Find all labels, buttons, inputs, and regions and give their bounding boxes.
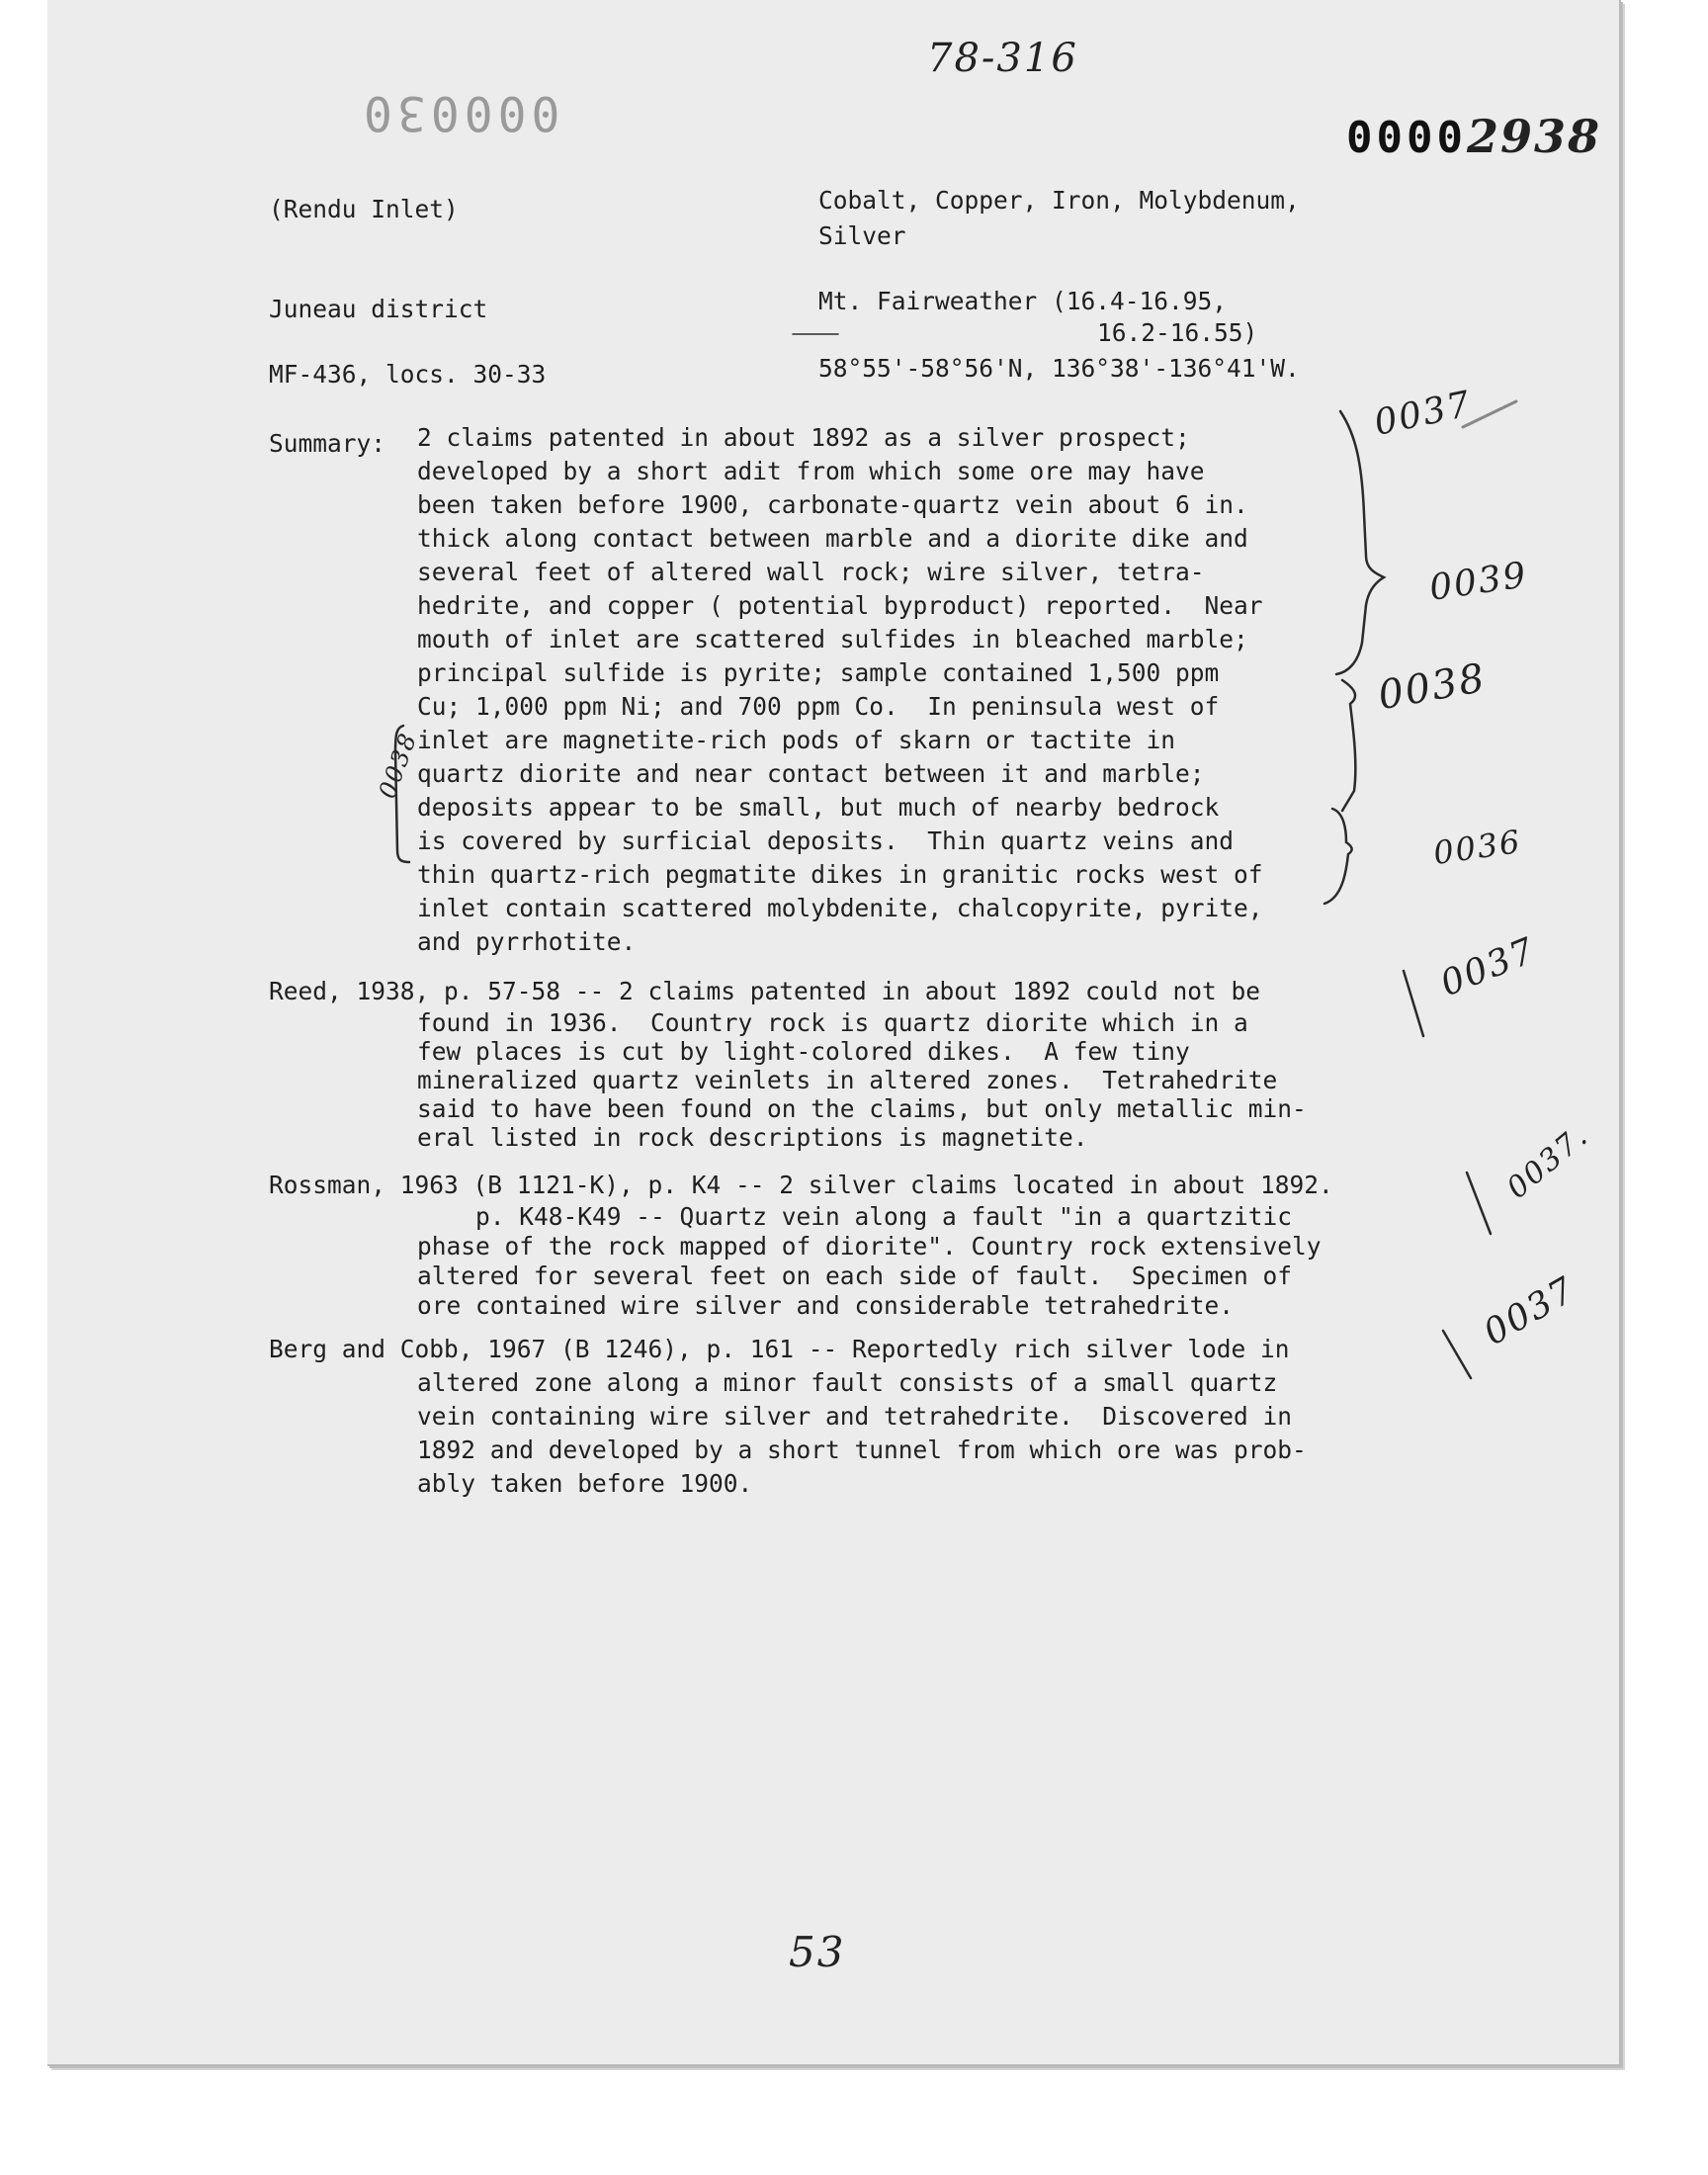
summary-line: and pyrrhotite. (417, 927, 637, 956)
summary-line: hedrite, and copper ( potential byproduct) reported. Near (417, 591, 1263, 620)
reference-heading: Rossman, 1963 (B 1121-K), p. K4 -- 2 silver claims located in about 1892. (269, 1171, 1333, 1199)
summary-line: principal sulfide is pyrite; sample contained 1,500 ppm (417, 658, 1220, 687)
reference-line: said to have been found on the claims, but only metallic min- (417, 1094, 1307, 1123)
reference-line: altered zone along a minor fault consists of a small quartz (417, 1368, 1278, 1397)
annotation-code: 0036 (1430, 822, 1524, 873)
summary-line: been taken before 1900, carbonate-quartz vein about 6 in. (417, 490, 1248, 519)
reference-heading: Berg and Cobb, 1967 (B 1246), p. 161 -- Reportedly rich silver lode in (269, 1335, 1290, 1363)
reference-line: ore contained wire silver and considerable tetrahedrite. (417, 1291, 1235, 1320)
handwritten-brackets (47, 0, 1619, 2064)
reference-line: phase of the rock mapped of diorite". Country rock extensively (417, 1232, 1322, 1261)
reference-line: eral listed in rock descriptions is magnetite. (417, 1123, 1088, 1152)
faded-stamp: 000030 (359, 85, 560, 140)
summary-line: inlet are magnetite-rich pods of skarn or tactite in (417, 726, 1176, 754)
page-number: 53 (789, 1928, 846, 1976)
annotation-code: 0037. (1499, 1118, 1595, 1206)
reference-line: few places is cut by light-colored dikes. A few tiny (417, 1037, 1190, 1066)
annotation-code: 0038 (1374, 654, 1490, 720)
reference-line: altered for several feet on each side of fault. Specimen of (417, 1262, 1293, 1290)
coordinates: 58°55'-58°56'N, 136°38'-136°41'W. (818, 354, 1300, 383)
reference-line: p. K48-K49 -- Quartz vein along a fault "in a quartzitic (417, 1202, 1293, 1231)
annotation-code: 0037 (1370, 384, 1476, 444)
stamp-id-suffix: 2938 (1466, 110, 1601, 163)
summary-line: several feet of altered wall rock; wire silver, tetra- (417, 558, 1205, 586)
summary-line: thick along contact between marble and a diorite dike and (417, 524, 1248, 553)
summary-line: Cu; 1,000 ppm Ni; and 700 ppm Co. In peninsula west of (417, 692, 1220, 721)
summary-line: quartz diorite and near contact between it and marble; (417, 759, 1205, 788)
commodities-line-1: Cobalt, Copper, Iron, Molybdenum, (818, 186, 1300, 215)
summary-line: inlet contain scattered molybdenite, chalcopyrite, pyrite, (417, 894, 1263, 922)
annotation-code: 0038 (373, 728, 423, 803)
district-label: Juneau district (269, 295, 488, 323)
summary-line: developed by a short adit from which some ore may have (417, 457, 1205, 485)
handwritten-doc-number: 78-316 (927, 36, 1078, 81)
summary-label: Summary: (269, 429, 386, 458)
document-page (47, 0, 1621, 2066)
reference-line: vein containing wire silver and tetrahedrite. Discovered in (417, 1402, 1293, 1431)
summary-line: is covered by surficial deposits. Thin quartz veins and (417, 826, 1235, 855)
reference-line: found in 1936. Country rock is quartz diorite which in a (417, 1008, 1248, 1037)
reference-heading: Reed, 1938, p. 57-58 -- 2 claims patented in about 1892 could not be (269, 977, 1261, 1005)
commodities-line-2: Silver (818, 221, 906, 250)
quadrangle-line-2: 16.2-16.55) (1097, 318, 1258, 347)
map-reference: MF-436, locs. 30-33 (269, 360, 547, 389)
reference-line: 1892 and developed by a short tunnel from which ore was prob- (417, 1436, 1307, 1464)
annotation-code: 0039 (1426, 555, 1530, 609)
summary-line: 2 claims patented in about 1892 as a silver prospect; (417, 423, 1190, 452)
reference-line: mineralized quartz veinlets in altered zones. Tetrahedrite (417, 1066, 1278, 1094)
annotation-code: 0037 (1477, 1268, 1583, 1354)
location-label: (Rendu Inlet) (269, 195, 459, 223)
stamp-id-digits: 0000 (1345, 113, 1467, 163)
reference-line: ably taken before 1900. (417, 1469, 753, 1498)
summary-line: mouth of inlet are scattered sulfides in bleached marble; (417, 625, 1248, 653)
summary-line: thin quartz-rich pegmatite dikes in granitic rocks west of (417, 860, 1263, 889)
annotation-code: 0037 (1434, 929, 1542, 1005)
summary-line: deposits appear to be small, but much of nearby bedrock (417, 793, 1220, 822)
quadrangle-line-1: Mt. Fairweather (16.4-16.95, (818, 287, 1228, 315)
